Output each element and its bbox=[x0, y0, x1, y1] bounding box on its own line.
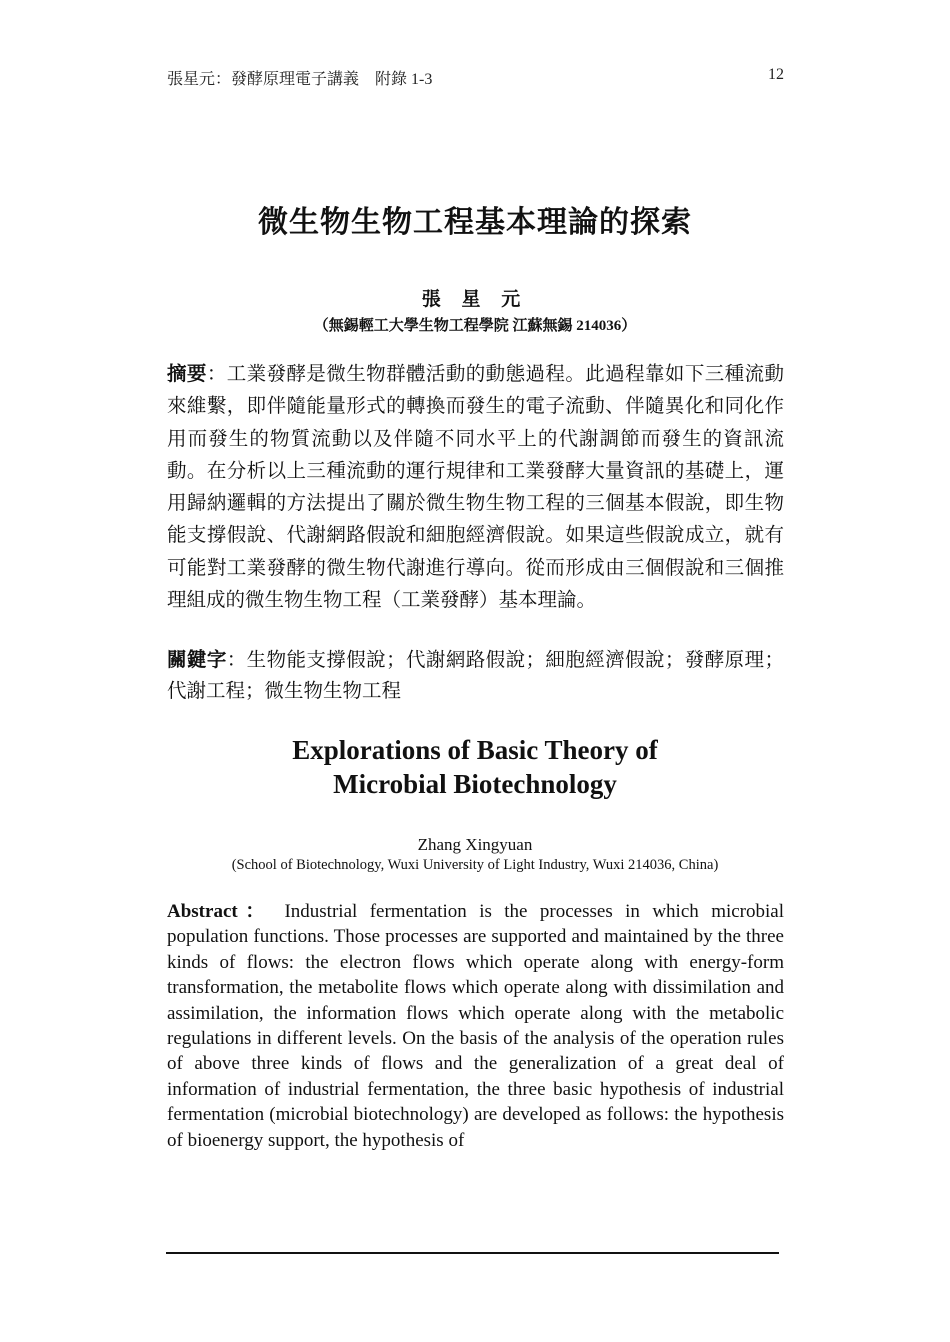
english-author: Zhang Xingyuan bbox=[417, 835, 533, 854]
footer-rule bbox=[166, 1252, 779, 1254]
english-affiliation: (School of Biotechnology, Wuxi University of Light Industry, Wuxi 214036, China) bbox=[231, 857, 719, 873]
chinese-abstract bbox=[167, 359, 784, 617]
chinese-abstract-label: 摘要 bbox=[167, 364, 207, 385]
english-abstract-label: Abstract： bbox=[167, 901, 273, 922]
english-abstract bbox=[167, 899, 784, 1153]
chinese-author: 張 星 元 bbox=[421, 289, 529, 310]
chinese-affiliation: （無錫輕工大學生物工程學院 江蘇無錫 214036） bbox=[313, 318, 637, 334]
english-title-line1: Explorations of Basic Theory of bbox=[292, 735, 658, 765]
chinese-keywords-text: ：生物能支撐假說；代謝網路假說；細胞經濟假說；發酵原理；代謝工程；微生物生物工程 bbox=[167, 650, 784, 702]
running-header: 張星元：發酵原理電子講義 附錄 1-3 bbox=[167, 71, 433, 88]
chinese-keywords bbox=[167, 645, 784, 707]
english-title bbox=[0, 733, 950, 801]
chinese-abstract-text: ：工業發酵是微生物群體活動的動態過程。此過程靠如下三種流動來維繫，即伴隨能量形式的轉換而發生的電子流動、伴隨異化和同化作用而發生的物質流動以及伴隨不同水平上的代謝調節而發生的資訊流動。在分析以上三種流動的運行規律和工業發酵大量資訊的基礎上，運用歸納邏輯的方法提出了關於微生物生物工程的三個基本假說，即生物能支撐假說、代謝網路假說和細胞經濟假說。如果這些假說成立，就有可能對工業發酵的微生物代謝進行導向。從而形成由三個假說和三個推理組成的微生物生物工程（工業發酵）基本理論。 bbox=[167, 364, 784, 612]
page-number: 12 bbox=[768, 66, 784, 83]
english-abstract-text: Industrial fermentation is the processes in which microbial population functions. Those processes are supported and maintained by the three kinds of flows: the electron flows which operate along with energy-form transformation, the metabolite flows which operate along with dissimilation and assimilation, the information flows which operate along with the metabolic regulations in different levels. On the basis of the analysis of the operation rules of above three kinds of flows and the generalization of a great deal of information of industrial fermentation, the three basic hypothesis of industrial fermentation (microbial biotechnology) are developed as follows: the hypothesis of bioenergy support, the hypothesis of bbox=[167, 901, 784, 1151]
chinese-keywords-label: 關鍵字 bbox=[167, 650, 227, 671]
english-title-line2: Microbial Biotechnology bbox=[333, 769, 617, 799]
chinese-title: 微生物生物工程基本理論的探索 bbox=[258, 206, 692, 239]
